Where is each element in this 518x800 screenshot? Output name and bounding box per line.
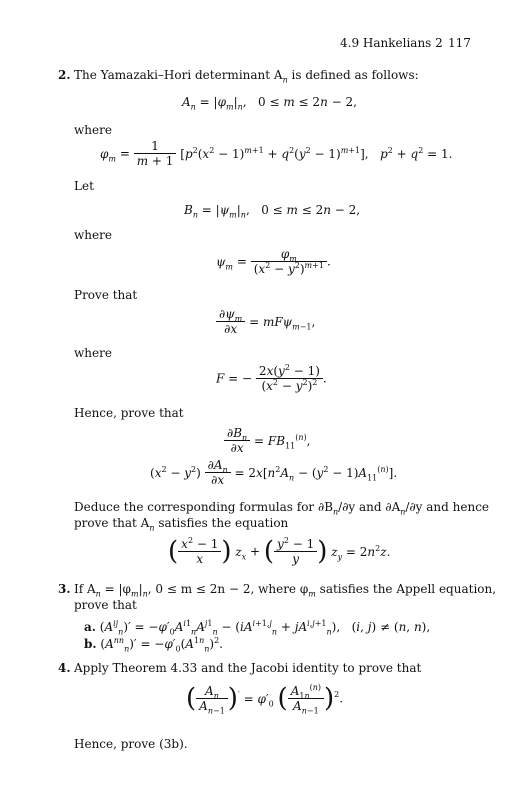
- let-label: Let: [74, 179, 94, 193]
- problem-4-number: 4.: [58, 661, 71, 675]
- problem-2-number: 2.: [58, 68, 71, 82]
- running-header: [340, 37, 443, 49]
- equation-psi-def: $\psi_m$ = $\frac{\varphi_m}{(x^2 - y^2)^{m+1}}$ .: [216, 247, 331, 276]
- equation-dan: $(x^2 - y^2)$ $\frac{\partial A_n}{\partial x}$ = $2x[n^2A_n - (y^2 - 1)A_{11}^{(n)}]$.: [150, 458, 398, 487]
- problem-4-hence: Hence, prove (3b).: [74, 737, 188, 751]
- problem-3-number: 3.: [58, 582, 71, 596]
- problem-3-line-2: prove that: [74, 598, 137, 612]
- equation-pde: ( $\frac{x^2 - 1}{x}$ ) $z_x$ + ( $\frac{y^2 - 1}{y}$ ) $z_y = 2n^2z$.: [168, 536, 391, 567]
- problem-4-line-1: Apply Theorem 4.33 and the Jacobi identity to prove that: [74, 661, 422, 675]
- where-label-2: where: [74, 228, 112, 242]
- equation-phi-def: $\varphi_m$ = $\frac{1}{m + 1}$ $[p^2(x^2 - 1)^{m+1} + q^2(y^2 - 1)^{m+1}]$, $p^2 + q^2 = 1$.: [100, 139, 453, 168]
- where-label-3: where: [74, 346, 112, 360]
- hence-label-2: Hence, prove that: [74, 406, 184, 420]
- problem-2-intro: The Yamazaki–Hori determinant $A_n$ is defined as follows:: [74, 68, 419, 85]
- deduce-line-1: Deduce the corresponding formulas for $\partial B_n/\partial y$ and $\partial A_n/\partial y$ and hence: [74, 500, 490, 517]
- equation-an-def: $A_n = |\varphi_m|_n$, 0 ≤ m ≤ 2n − 2,: [182, 95, 357, 112]
- equation-3b: b. $(A^{nn}_n)' = -\varphi'_0(A^{1n}_n)^2$.: [84, 636, 223, 654]
- where-label-1: where: [74, 123, 112, 137]
- equation-4: ( $\frac{A_n}{A_{n-1}}$ )$' = \varphi'_0$ ( $\frac{A_{1n}^{(n)}}{A_{n-1}}$ )$^2$.: [186, 683, 344, 716]
- problem-3-line-1: If $A_n = |\varphi_m|_n$, 0 ≤ m ≤ 2n − 2, where $\varphi_m$ satisfies the Appell equation,: [74, 582, 497, 599]
- page-number: 117: [448, 36, 471, 50]
- equation-3a: a. $(A^{ij}_n)' = -\varphi'_0A^{i1}_nA^{j1}_n - (iA^{i+1,j}_n + jA^{i,j+1}_n)$, (i, j) ≠ (n, n),: [84, 619, 431, 637]
- equation-dpsi: $\frac{\partial\psi_m}{\partial x}$ = mFψ$_{m-1}$,: [216, 307, 315, 336]
- prove-that-label: Prove that: [74, 288, 138, 302]
- section-title: 4.9 Hankelians 2: [340, 36, 443, 50]
- deduce-line-2: prove that $A_n$ satisfies the equation: [74, 516, 289, 533]
- equation-dbn: $\frac{\partial B_n}{\partial x}$ = $FB_{11}^{(n)}$,: [224, 426, 310, 455]
- equation-bn-def: $B_n = |\psi_m|_n$, 0 ≤ m ≤ 2n − 2,: [184, 203, 361, 220]
- equation-f-def: F = − $\frac{2x(y^2 - 1)}{(x^2 - y^2)^2}$ .: [216, 363, 327, 393]
